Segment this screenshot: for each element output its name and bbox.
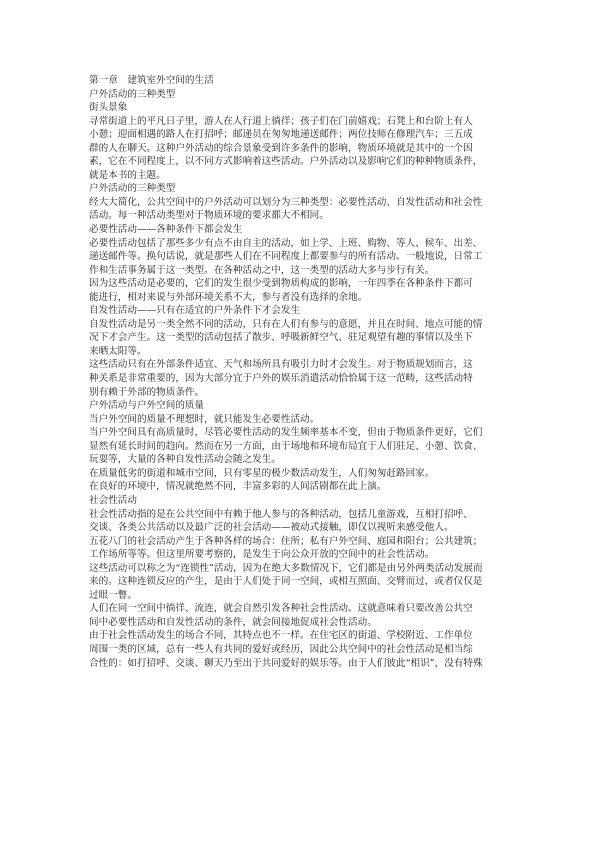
paragraph bbox=[89, 629, 513, 670]
paragraph bbox=[89, 562, 513, 603]
text-line: 就是本书的主题。 bbox=[89, 169, 166, 181]
paragraph bbox=[89, 358, 513, 399]
paragraph bbox=[89, 467, 513, 481]
text-line: 递送邮件等。换句话说，就是那些人们在不同程度上都要参与的所有活动。一般地说，日常工 bbox=[89, 251, 483, 263]
text-line: 在质量低劣的街道和城市空间，只有零星的极少数活动发生，人们匆匆赶路回家。 bbox=[89, 467, 435, 479]
paragraph bbox=[89, 602, 513, 629]
text-line: 必要性活动包括了那些多少有点不由自主的活动，如上学、上班、购物、等人、候车、出差、 bbox=[89, 237, 483, 249]
text-line: 社会性活动指的是在公共空间中有赖于他人参与的各种活动，包括儿童游戏，互相打招呼、 bbox=[89, 508, 473, 520]
text-line: 显然有延长时间的趋向。然而在另一方面，由于场地和环境布局宜于人们驻足、小憩、饮食、 bbox=[89, 440, 483, 452]
text-line: 来的。这种连锁反应的产生，是由于人们处于同一空间，或相互照面、交臂而过，或者仅仅是 bbox=[89, 576, 483, 588]
section-heading bbox=[89, 223, 513, 237]
text-line: 活动。每一种活动类型对于物质环境的要求都大不相同。 bbox=[89, 210, 329, 222]
text-line: 当户外空间的质量不理想时，就只能发生必要性活动。 bbox=[89, 413, 320, 425]
text-line: 作和生活事务属于这一类型。在各种活动之中，这一类型的活动大多与步行有关。 bbox=[89, 264, 435, 276]
text-line: 人们在同一空间中徜徉、流连，就会自然引发各种社会性活动。这就意味着只要改善公共空 bbox=[89, 603, 473, 615]
paragraph bbox=[89, 413, 513, 427]
text-line: 这些活动可以称之为“连锁性”活动，因为在绝大多数情况下，它们都是由另外两类活动发展而 bbox=[89, 562, 483, 574]
text-line: 在良好的环境中，情况就绝然不同，丰富多彩的人间活剧都在此上演。 bbox=[89, 481, 387, 493]
text-line: 周围一类的区域，总有一些人有共同的爱好或经历，因此公共空间中的社会性活动是相当综 bbox=[89, 643, 473, 655]
text-line: 种关系是非常重要的，因为大部分宜于户外的娱乐消遣活动恰恰属于这一范畴，这些活动特 bbox=[89, 373, 473, 385]
paragraph bbox=[89, 237, 513, 278]
text-line: 来晒太阳等。 bbox=[89, 345, 147, 357]
text-line: 群的人在聊天。这种户外活动的综合景象受到许多条件的影响，物质环境就是其中的一个因 bbox=[89, 142, 473, 154]
paragraph bbox=[89, 277, 513, 304]
text-line: 经大大简化，公共空间中的户外活动可以划分为三种类型：必要性活动、自发性活动和社会性 bbox=[89, 196, 483, 208]
section-heading bbox=[89, 88, 513, 102]
text-line: 自发性活动是另一类全然不同的活动，只有在人们有参与的意愿，并且在时间、地点可能的情 bbox=[89, 318, 483, 330]
heading-text: 自发性活动——只有在适宜的户外条件下才会发生 bbox=[89, 305, 301, 317]
heading-text: 户外活动的三种类型 bbox=[89, 88, 176, 100]
text-line: 素，它在不同程度上，以不同方式影响着这些活动。户外活动以及影响它们的种种物质条件， bbox=[89, 156, 483, 168]
text-line: 当户外空间具有高质量时，尽管必要性活动的发生频率基本不变，但由于物质条件更好，它们 bbox=[89, 427, 483, 439]
text-line: 因为这些活动是必要的，它们的发生很少受到物质构成的影响，一年四季在各种条件下都可 bbox=[89, 278, 473, 290]
heading-text: 户外活动的三种类型 bbox=[89, 183, 176, 195]
section-heading bbox=[89, 101, 513, 115]
section-heading bbox=[89, 399, 513, 413]
section-heading bbox=[89, 182, 513, 196]
paragraph bbox=[89, 508, 513, 535]
text-line: 交谈、各类公共活动以及最广泛的社会活动——被动式接触，即仅以视听来感受他人。 bbox=[89, 522, 454, 534]
text-line: 合性的：如打招呼、交谈、聊天乃至出于共同爱好的娱乐等。由于人们彼此“相识”，没有特殊 bbox=[89, 657, 483, 669]
paragraph bbox=[89, 535, 513, 562]
text-line: 这些活动只有在外部条件适宜、天气和场所具有吸引力时才会发生。对于物质规划而言，这 bbox=[89, 359, 473, 371]
paragraph bbox=[89, 318, 513, 359]
heading-text: 社会性活动 bbox=[89, 494, 137, 506]
text-line: 过眼一瞥。 bbox=[89, 589, 137, 601]
paragraph bbox=[89, 426, 513, 467]
text-line: 玩耍等，大量的各种自发性活动会随之发生。 bbox=[89, 454, 281, 466]
document-body bbox=[89, 88, 513, 671]
text-line: 五花八门的社会活动产生于各种各样的场合：住所；私有户外空间、庭园和阳台；公共建筑； bbox=[89, 535, 483, 547]
text-line: 别有赖于外部的物质条件。 bbox=[89, 386, 205, 398]
text-line: 间中必要性活动和自发性活动的条件，就会间接地促成社会性活动。 bbox=[89, 616, 377, 628]
text-line: 况下才会产生。这一类型的活动包括了散步、呼吸新鲜空气、驻足观望有趣的事情以及坐下 bbox=[89, 332, 473, 344]
section-heading bbox=[89, 494, 513, 508]
heading-text: 街头景象 bbox=[89, 102, 128, 114]
text-line: 能进行，相对来说与外部环境关系不大，参与者没有选择的余地。 bbox=[89, 291, 368, 303]
text-line: 工作场所等等。但这里所要考察的，是发生于向公众开放的空间中的社会性活动。 bbox=[89, 549, 435, 561]
chapter-title: 第一章 建筑室外空间的生活 bbox=[89, 75, 214, 86]
section-heading bbox=[89, 304, 513, 318]
document-page bbox=[89, 74, 513, 670]
paragraph bbox=[89, 480, 513, 494]
heading-text: 必要性活动——各种条件下都会发生 bbox=[89, 224, 243, 236]
heading-text: 户外活动与户外空间的质量 bbox=[89, 400, 205, 412]
text-line: 由于社会性活动发生的场合不同，其特点也不一样。在住宅区的街道、学校附近、工作单位 bbox=[89, 630, 473, 642]
paragraph bbox=[89, 196, 513, 223]
text-line: 小憩；迎面相遇的路人在打招呼；邮递员在匆匆地递送邮件；两位技师在修理汽车；三五成 bbox=[89, 129, 473, 141]
text-line: 寻常街道上的平凡日子里，游人在人行道上徜徉；孩子们在门前嬉戏；石凳上和台阶上有人 bbox=[89, 115, 473, 127]
paragraph bbox=[89, 115, 513, 183]
